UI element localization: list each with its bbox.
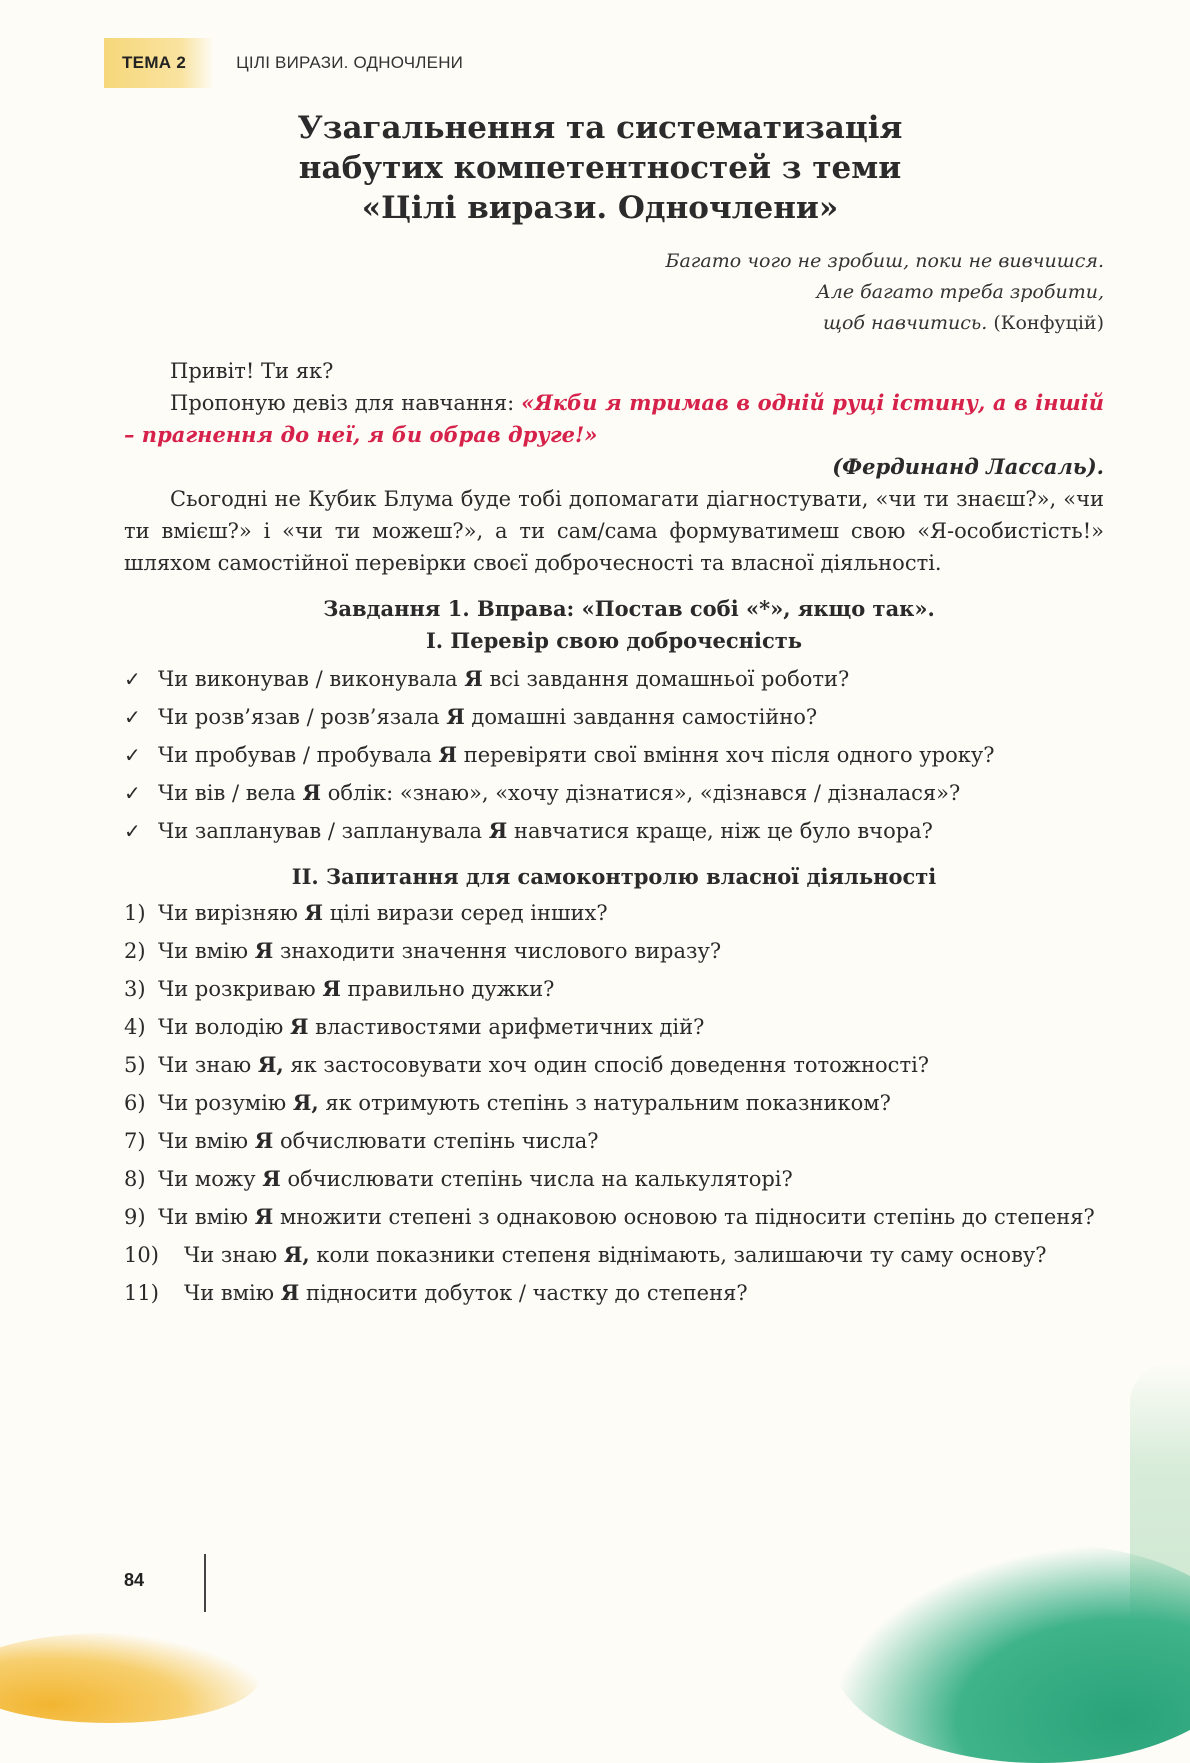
question-item: 2) Чи вмію Я знаходити значення числового виразу? [124, 935, 1104, 967]
topic-title: ЦІЛІ ВИРАЗИ. ОДНОЧЛЕНИ [236, 53, 464, 72]
title-line-3: «Цілі вирази. Одночлени» [361, 190, 839, 226]
question-number: 10) [124, 1243, 159, 1267]
question-number: 1) [124, 901, 146, 925]
question-number: 8) [124, 1167, 146, 1191]
checklist-item: ✓ Чи виконував / виконувала Я всі завдання домашньої роботи? [124, 663, 1104, 695]
question-item: 8) Чи можу Я обчислювати степінь числа на калькуляторі? [124, 1163, 1104, 1195]
decorative-corner-yellow [0, 1633, 260, 1723]
intro-paragraph: Сьогодні не Кубик Блума буде тобі допомагати діагностувати, «чи ти знаєш?», «чи ти вмієш?» і «чи ти можеш?», а ти сам/сама формуватимеш свою «Я-особистість!» шляхом самостійної перевірки своєї доброчесності та власної діяльності. [124, 487, 1104, 575]
title-line-1: Узагальнення та систематизація [297, 110, 903, 146]
question-number: 4) [124, 1015, 146, 1039]
question-number: 3) [124, 977, 146, 1001]
check-mark-icon: ✓ [124, 743, 141, 767]
section-2-title: ІІ. Запитання для самоконтролю власної діяльності [291, 864, 937, 889]
question-number: 7) [124, 1129, 146, 1153]
topic-header [104, 38, 1190, 88]
checklist-item: ✓ Чи пробував / пробувала Я перевіряти свої вміння хоч після одного уроку? [124, 739, 1104, 771]
check-mark-icon: ✓ [124, 705, 141, 729]
question-item: 11) Чи вмію Я підносити добуток / частку до степеня? [124, 1277, 1104, 1309]
question-number: 2) [124, 939, 146, 963]
motto [124, 387, 1104, 451]
footer-divider [204, 1554, 206, 1612]
checklist-item: ✓ Чи розв’язав / розв’язала Я домашні завдання самостійно? [124, 701, 1104, 733]
checklist-item: ✓ Чи запланував / запланувала Я навчатися краще, ніж це було вчора? [124, 815, 1104, 847]
motto-quote: «Якби я тримав в одній руці істину, а в іншій – прагнення до неї, я би обрав друге!» [124, 390, 1105, 447]
question-number: 6) [124, 1091, 146, 1115]
topic-badge: ТЕМА 2 [104, 38, 214, 88]
epigraph-line-1: Багато чого не зробиш, поки не вивчишся. [665, 250, 1104, 272]
main-content [124, 355, 1104, 1315]
question-item: 10) Чи знаю Я, коли показники степеня віднімають, залишаючи ту саму основу? [124, 1239, 1104, 1271]
question-item: 7) Чи вмію Я обчислювати степінь числа? [124, 1125, 1104, 1157]
check-mark-icon: ✓ [124, 819, 141, 843]
motto-prefix: Пропоную девіз для навчання: [170, 391, 522, 415]
question-number: 11) [124, 1281, 159, 1305]
motto-author: (Фердинанд Лассаль). [832, 454, 1104, 479]
question-number: 5) [124, 1053, 146, 1077]
page-title [200, 108, 1000, 228]
title-line-2: набутих компетентностей з теми [298, 150, 902, 186]
question-item: 3) Чи розкриваю Я правильно дужки? [124, 973, 1104, 1005]
question-item: 5) Чи знаю Я, як застосовувати хоч один спосіб доведення тотожності? [124, 1049, 1104, 1081]
epigraph-author: (Конфуцій) [993, 312, 1104, 334]
epigraph [666, 246, 1105, 339]
self-control-questions [124, 897, 1104, 1309]
checklist-item: ✓ Чи вів / вела Я облік: «знаю», «хочу дізнатися», «дізнався / дізналася»? [124, 777, 1104, 809]
question-number: 9) [124, 1205, 146, 1229]
task-heading: Завдання 1. Вправа: «Постав собі «*», якщо так». [323, 596, 935, 621]
question-item: 4) Чи володію Я властивостями арифметичних дій? [124, 1011, 1104, 1043]
decorative-corner-green [830, 1543, 1190, 1763]
section-1-title: І. Перевір свою доброчесність [425, 628, 803, 653]
check-mark-icon: ✓ [124, 667, 141, 691]
check-mark-icon: ✓ [124, 781, 141, 805]
epigraph-line-2: Але багато треба зробити, [816, 281, 1104, 303]
greeting: Привіт! Ти як? [170, 359, 334, 383]
integrity-checklist [124, 663, 1104, 847]
question-item: 1) Чи вирізняю Я цілі вирази серед інших? [124, 897, 1104, 929]
page-number: 84 [124, 1570, 145, 1590]
question-item: 9) Чи вмію Я множити степені з однаковою основою та підносити степінь до степеня? [124, 1201, 1104, 1233]
epigraph-line-3: щоб навчитись. (Конфуцій) [822, 312, 1104, 334]
question-item: 6) Чи розумію Я, як отримують степінь з натуральним показником? [124, 1087, 1104, 1119]
